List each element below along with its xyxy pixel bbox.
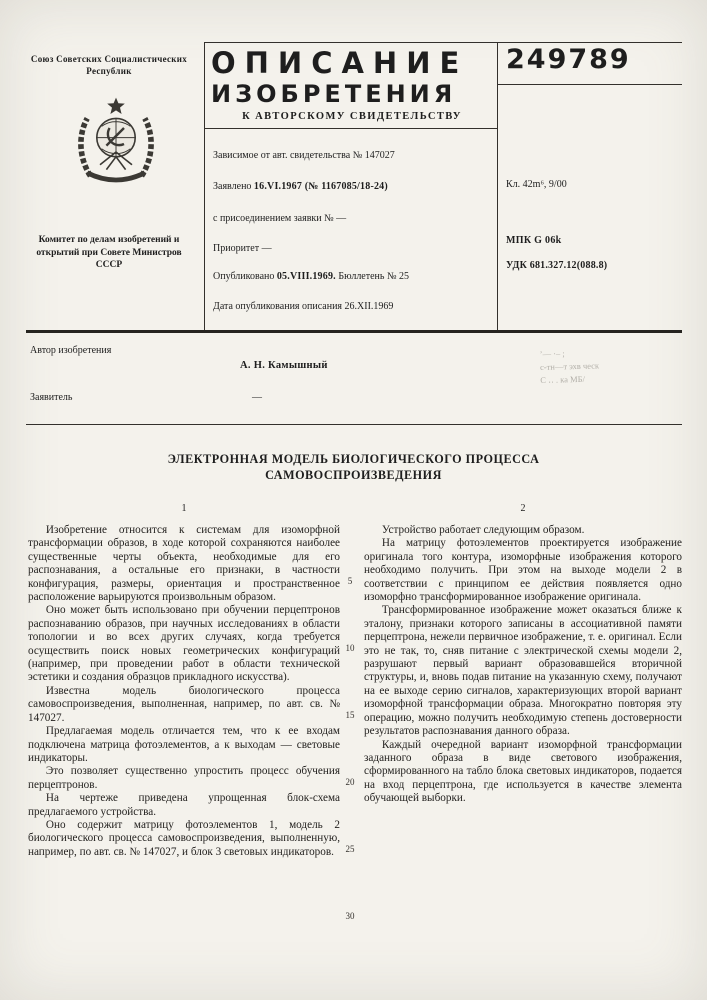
faded-stamp-line: с-тн—т эхв ческ: [539, 360, 600, 372]
masthead-bottom-rule: [26, 330, 682, 333]
subtitle-rule: [204, 128, 497, 129]
meta-published-bulletin: Бюллетень № 25: [338, 271, 410, 282]
column-2-header: 2: [520, 503, 526, 514]
line-number-5: 5: [347, 576, 353, 586]
meta-declared-value: 16.VI.1967 (№ 1167085/18-24): [253, 181, 388, 192]
paragraph: На чертеже приведена упрощенная блок-схема предлагаемого устройства.: [28, 792, 340, 818]
doc-type-title-line2: ИЗОБРЕТЕНИЯ: [211, 80, 457, 108]
author-label: Автор изобретения: [30, 345, 112, 356]
ussr-state-emblem: [76, 92, 156, 188]
line-number-25: 25: [345, 844, 355, 854]
doc-type-title-line1: ОПИСАНИЕ: [211, 46, 469, 80]
meta-priority-label: Приоритет: [213, 243, 260, 254]
paragraph: Оно может быть использовано при обучении перцептронов распознаванию образов, при научных исследованиях в области топологии и во всех других случаях, когда требуется осуществить поиск новых геометрических конфигураций (например, при проведении работ в области технической эстетики и создания образцов прикладного искусства).: [28, 604, 340, 684]
paragraph: Предлагаемая модель отличается тем, что к ее входам подключена матрица фотоэлементов, а к выходам — световые индикаторы.: [28, 725, 340, 764]
paragraph: На матрицу фотоэлементов проектируется изображение оригинала того контура, изоморфные изображения которого необходимо получить. При этом на выходе модели 2 в соответствии с принципом ее действия появляется одно изоморфно трансформированное изображение оригинала.: [364, 537, 682, 604]
masthead-top-rule: [204, 42, 682, 43]
udk-line: УДК 681.327.12(088.8): [506, 260, 608, 271]
paragraph: Оно содержит матрицу фотоэлементов 1, модель 2 биологического процесса самовоспроизведения, выполненную, например, по авт. св. № 147027, и блок 3 световых индикаторов.: [28, 818, 340, 858]
paragraph: Устройство работает следующим образом.: [381, 524, 585, 536]
meta-description-date: [213, 301, 495, 312]
line-number-10: 10: [345, 643, 355, 653]
paragraph: Известна модель биологического процесса самовоспроизведения, выполненная, например, по авт. св. № 147027.: [28, 684, 340, 724]
meta-declared-label: Заявлено: [213, 181, 252, 192]
faded-stamp-line: С ‥ . ка МБ/: [540, 373, 586, 385]
meta-attach-label: с присоединением заявки №: [213, 213, 334, 224]
meta-published-label: Опубликовано: [213, 271, 275, 282]
applicant-label: Заявитель: [30, 392, 73, 403]
patent-number: 249789: [506, 44, 631, 75]
invention-title-line1: ЭЛЕКТРОННАЯ МОДЕЛЬ БИОЛОГИЧЕСКОГО ПРОЦЕССА: [167, 452, 540, 466]
paragraph: Трансформированное изображение может оказаться ближе к эталону, признаки которого записаны в ассоциативной памяти перцептрона, нежели первичное изображение, т. е. оригинал. Если это не так, то, сняв питание с электрической схемы модели 2, разрушают первый вариант образовавшейся вторичной структуры, и, вновь подав питание на указанную схему, получают на ее выходе серию сигналов, характеризующих второй вариант изоморфной трансформации образа. Многократно повторяя эту операцию, можно получить необходимую степень достоверности результатов распознавания данного образа.: [364, 604, 682, 738]
applicant-value: —: [252, 392, 262, 403]
meta-declared: [213, 181, 495, 192]
doc-type-subtitle: К АВТОРСКОМУ СВИДЕТЕЛЬСТВУ: [242, 111, 462, 122]
author-name: А. Н. Камышный: [240, 360, 328, 371]
union-name: Союз Советских Социалистических Республик: [30, 54, 188, 76]
meta-published: [213, 271, 495, 282]
committee-name: Комитет по делам изобретений и открытий при Совете Министров СССР: [36, 235, 182, 270]
class-line: Кл. 42m⁶, 9/00: [506, 179, 567, 190]
meta-dependent-text: Зависимое от авт. свидетельства № 147027: [213, 150, 395, 161]
paragraph: Изобретение относится к системам для изоморфной трансформации образов, в ходе которой сохраняются наиболее существенные черты объекта, необходимые для его распознавания, а остальные его признаки, в частности конфигурация, размеры, ориентация и пространственное расположение варьируются произвольным образом.: [28, 524, 340, 604]
number-rule: [497, 84, 682, 85]
meta-priority-value: —: [261, 243, 272, 254]
meta-attach: [213, 213, 495, 224]
line-number-20: 20: [345, 777, 355, 787]
masthead-right-divider: [497, 42, 498, 330]
meta-description-date-text: Дата опубликования описания 26.XII.1969: [213, 301, 394, 312]
line-number-15: 15: [345, 710, 355, 720]
body-column-right: [364, 524, 682, 806]
invention-title-line2: САМОВОСПРОИЗВЕДЕНИЯ: [265, 468, 442, 482]
body-column-left: [28, 524, 340, 859]
meta-priority: [213, 243, 495, 254]
faded-stamp-line: ʼ— ·– ;: [539, 348, 565, 359]
meta-attach-value: —: [336, 213, 347, 224]
faded-stamp: [540, 344, 693, 387]
meta-published-date: 05.VIII.1969.: [276, 271, 336, 282]
authors-bottom-rule: [26, 424, 682, 425]
paragraph: Это позволяет существенно упростить процесс обучения перцептронов.: [28, 765, 340, 791]
line-number-30: 30: [345, 911, 355, 921]
paragraph: Каждый очередной вариант изоморфной трансформации заданного образа в виде светового изображения, сформированного на табло блока световых индикаторов, подается на вход перцептрона, где используется в качестве элемента обучающей выборки.: [364, 738, 682, 805]
masthead-left-divider: [204, 42, 205, 330]
meta-dependent: [213, 150, 495, 161]
mpk-line: МПК G 06k: [506, 235, 562, 246]
column-1-header: 1: [181, 503, 187, 514]
